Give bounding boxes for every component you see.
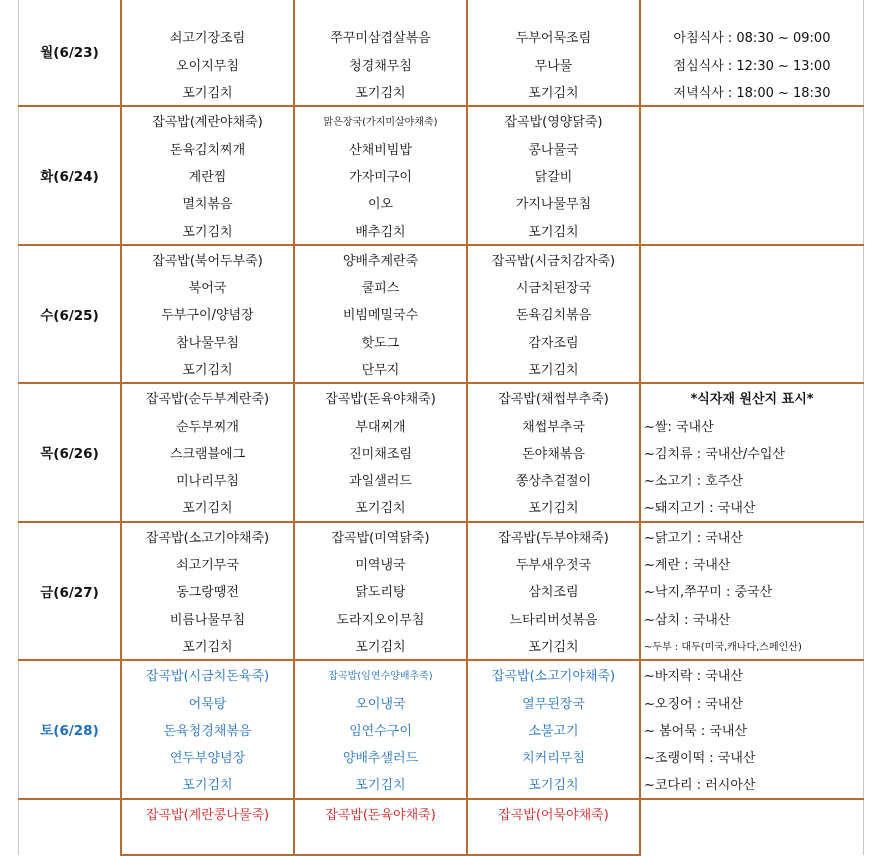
dinner-item: 느타리버섯볶음	[467, 605, 640, 632]
lunch-item: 포기김치	[294, 493, 467, 521]
dinner-item: 포기김치	[467, 770, 640, 798]
lunch-item: 도라지오이무침	[294, 605, 467, 632]
menu-row	[19, 273, 864, 300]
info-cell: ~두부 : 대두(미국,캐나다,스페인산)	[640, 632, 864, 660]
breakfast-item: 계란찜	[121, 162, 294, 189]
dinner-item: 포기김치	[467, 216, 640, 244]
dinner-item: 두부새우젓국	[467, 550, 640, 577]
menu-row	[19, 245, 864, 273]
lunch-item: 잡곡밥(돈육야채죽)	[294, 383, 467, 411]
menu-row	[19, 411, 864, 438]
breakfast-item: 포기김치	[121, 355, 294, 383]
day-label: 토(6/28)	[19, 660, 122, 798]
info-cell: ~삼치 : 국내산	[640, 605, 864, 632]
dinner-item: 포기김치	[467, 632, 640, 660]
dinner-item: 돈야채볶음	[467, 439, 640, 466]
lunch-item: 청경채무침	[294, 51, 467, 78]
dinner-item: 잡곡밥(어묵야채죽)	[467, 799, 640, 827]
lunch-item: 비빔메밀국수	[294, 300, 467, 327]
breakfast-item: 오이지무침	[121, 51, 294, 78]
breakfast-item: 어묵탕	[121, 688, 294, 715]
menu-row	[19, 162, 864, 189]
menu-row	[19, 660, 864, 688]
lunch-item: 미역냉국	[294, 550, 467, 577]
menu-row	[19, 493, 864, 521]
lunch-item: 핫도그	[294, 328, 467, 355]
info-cell: ~ 봄어묵 : 국내산	[640, 716, 864, 743]
menu-row	[19, 466, 864, 493]
lunch-item: 부대찌개	[294, 411, 467, 438]
dinner-item: 감자조림	[467, 328, 640, 355]
menu-row	[19, 328, 864, 355]
dinner-item: 소불고기	[467, 716, 640, 743]
lunch-item: 쿨피스	[294, 273, 467, 300]
lunch-item	[294, 0, 467, 23]
menu-row	[19, 439, 864, 466]
breakfast-item	[121, 0, 294, 23]
lunch-item: 임연수구이	[294, 716, 467, 743]
info-cell	[640, 799, 864, 827]
dinner-item	[467, 827, 640, 855]
breakfast-item	[121, 827, 294, 855]
breakfast-item: 포기김치	[121, 216, 294, 244]
breakfast-item: 참나물무침	[121, 328, 294, 355]
lunch-item: 잡곡밥(임연수양배추죽)	[294, 660, 467, 688]
lunch-item: 가자미구이	[294, 162, 467, 189]
breakfast-item: 스크램블에그	[121, 439, 294, 466]
dinner-item: 치커리무침	[467, 743, 640, 770]
menu-row	[19, 577, 864, 604]
info-cell	[640, 189, 864, 216]
info-cell: 저녁식사 : 18:00 ~ 18:30	[640, 78, 864, 106]
breakfast-item: 잡곡밥(계란야채죽)	[121, 106, 294, 134]
info-cell	[640, 216, 864, 244]
info-cell	[640, 162, 864, 189]
breakfast-item: 쇠고기장조림	[121, 23, 294, 50]
lunch-item: 포기김치	[294, 770, 467, 798]
info-cell: 아침식사 : 08:30 ~ 09:00	[640, 23, 864, 50]
info-cell: *식자재 원산지 표시*	[640, 383, 864, 411]
breakfast-item: 쇠고기무국	[121, 550, 294, 577]
lunch-item: 배추김치	[294, 216, 467, 244]
dinner-item: 쫑상추겉절이	[467, 466, 640, 493]
lunch-item: 오이냉국	[294, 688, 467, 715]
lunch-item: 맑은장국(가지미살야채죽)	[294, 106, 467, 134]
lunch-item: 양배추계란죽	[294, 245, 467, 273]
dinner-item: 콩나물국	[467, 134, 640, 161]
info-cell	[640, 0, 864, 23]
breakfast-item: 비름나물무침	[121, 605, 294, 632]
breakfast-item: 잡곡밥(순두부계란죽)	[121, 383, 294, 411]
breakfast-item: 포기김치	[121, 632, 294, 660]
menu-row	[19, 355, 864, 383]
day-label	[19, 799, 122, 856]
menu-row	[19, 688, 864, 715]
dinner-item: 잡곡밥(소고기야채죽)	[467, 660, 640, 688]
day-label: 화(6/24)	[19, 106, 122, 244]
day-label: 월(6/23)	[19, 0, 122, 106]
menu-row	[19, 827, 864, 855]
dinner-item: 돈육김치볶음	[467, 300, 640, 327]
menu-row	[19, 106, 864, 134]
dinner-item: 시금치된장국	[467, 273, 640, 300]
dinner-item: 잡곡밥(시금치감자죽)	[467, 245, 640, 273]
dinner-item	[467, 0, 640, 23]
info-cell: ~계란 : 국내산	[640, 550, 864, 577]
breakfast-item: 잡곡밥(북어두부죽)	[121, 245, 294, 273]
lunch-item: 잡곡밥(돈육야채죽)	[294, 799, 467, 827]
menu-row	[19, 189, 864, 216]
lunch-item	[294, 827, 467, 855]
weekly-menu	[18, 0, 864, 856]
lunch-item: 과일샐러드	[294, 466, 467, 493]
info-cell: ~오징어 : 국내산	[640, 688, 864, 715]
breakfast-item: 멸치볶음	[121, 189, 294, 216]
lunch-item: 이오	[294, 189, 467, 216]
dinner-item: 무나물	[467, 51, 640, 78]
dinner-item: 두부어묵조림	[467, 23, 640, 50]
menu-row	[19, 216, 864, 244]
menu-row	[19, 78, 864, 106]
info-cell: ~쌀: 국내산	[640, 411, 864, 438]
menu-row	[19, 770, 864, 798]
breakfast-item: 잡곡밥(시금치돈육죽)	[121, 660, 294, 688]
menu-row	[19, 51, 864, 78]
dinner-item: 가지나물무침	[467, 189, 640, 216]
lunch-item: 쭈꾸미삼겹살볶음	[294, 23, 467, 50]
breakfast-item: 잡곡밥(계란콩나물죽)	[121, 799, 294, 827]
breakfast-item: 잡곡밥(소고기야채죽)	[121, 522, 294, 550]
breakfast-item: 포기김치	[121, 770, 294, 798]
breakfast-item: 연두부양념장	[121, 743, 294, 770]
info-cell	[640, 273, 864, 300]
breakfast-item: 순두부찌개	[121, 411, 294, 438]
menu-row	[19, 632, 864, 660]
dinner-item: 채썹부추국	[467, 411, 640, 438]
breakfast-item: 동그랑땡전	[121, 577, 294, 604]
menu-table	[18, 0, 864, 856]
dinner-item: 잡곡밥(채썹부추죽)	[467, 383, 640, 411]
breakfast-item: 포기김치	[121, 493, 294, 521]
day-label: 금(6/27)	[19, 522, 122, 660]
info-cell: ~닭고기 : 국내산	[640, 522, 864, 550]
menu-row	[19, 383, 864, 411]
info-cell	[640, 355, 864, 383]
info-cell	[640, 245, 864, 273]
menu-row	[19, 743, 864, 770]
dinner-item: 열무된장국	[467, 688, 640, 715]
menu-row	[19, 716, 864, 743]
menu-row	[19, 134, 864, 161]
lunch-item: 산채비빔밥	[294, 134, 467, 161]
menu-row	[19, 0, 864, 23]
dinner-item: 닭갈비	[467, 162, 640, 189]
lunch-item: 포기김치	[294, 632, 467, 660]
lunch-item: 양배추샐러드	[294, 743, 467, 770]
breakfast-item: 미나리무침	[121, 466, 294, 493]
menu-row	[19, 550, 864, 577]
menu-row	[19, 300, 864, 327]
menu-row	[19, 23, 864, 50]
info-cell	[640, 328, 864, 355]
dinner-item: 잡곡밥(두부야채죽)	[467, 522, 640, 550]
lunch-item: 닭도리탕	[294, 577, 467, 604]
day-label: 목(6/26)	[19, 383, 122, 521]
day-label: 수(6/25)	[19, 245, 122, 383]
info-cell: ~코다리 : 러시아산	[640, 770, 864, 798]
breakfast-item: 두부구이/양념장	[121, 300, 294, 327]
info-cell	[640, 300, 864, 327]
menu-row	[19, 799, 864, 827]
info-cell: ~바지락 : 국내산	[640, 660, 864, 688]
menu-row	[19, 605, 864, 632]
info-cell	[640, 106, 864, 134]
info-cell: ~소고기 : 호주산	[640, 466, 864, 493]
info-cell: ~김치류 : 국내산/수입산	[640, 439, 864, 466]
info-cell: ~조랭이떡 : 국내산	[640, 743, 864, 770]
breakfast-item: 포기김치	[121, 78, 294, 106]
dinner-item: 포기김치	[467, 78, 640, 106]
dinner-item: 삼치조림	[467, 577, 640, 604]
info-cell	[640, 134, 864, 161]
lunch-item: 잡곡밥(미역닭죽)	[294, 522, 467, 550]
dinner-item: 포기김치	[467, 493, 640, 521]
info-cell: ~낙지,쭈꾸미 : 중국산	[640, 577, 864, 604]
dinner-item: 잡곡밥(영양닭죽)	[467, 106, 640, 134]
lunch-item: 진미채조림	[294, 439, 467, 466]
lunch-item: 포기김치	[294, 78, 467, 106]
dinner-item: 포기김치	[467, 355, 640, 383]
info-cell: ~돼지고기 : 국내산	[640, 493, 864, 521]
breakfast-item: 돈육김치찌개	[121, 134, 294, 161]
breakfast-item: 돈육청경채볶음	[121, 716, 294, 743]
info-cell: 점심식사 : 12:30 ~ 13:00	[640, 51, 864, 78]
lunch-item: 단무지	[294, 355, 467, 383]
info-cell	[640, 827, 864, 855]
menu-row	[19, 522, 864, 550]
breakfast-item: 북어국	[121, 273, 294, 300]
